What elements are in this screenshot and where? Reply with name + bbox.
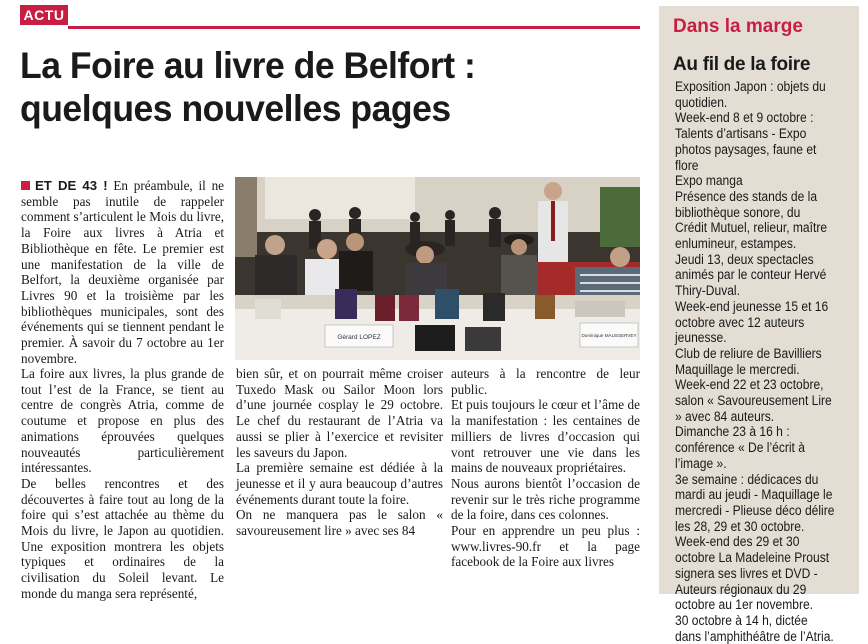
article-column-2 <box>236 366 443 539</box>
section-rule <box>68 26 640 29</box>
body-paragraph: La première semaine est dédiée à la jeunesse et il y aura beaucoup d’autres événements durant toute la foire. <box>236 460 443 507</box>
body-paragraph: auteurs à la rencontre de leur public. <box>451 366 640 397</box>
body-paragraph: Et puis toujours le cœur et l’âme de la manifestation : les centaines de milliers de livres d’occasion qui vont retrouver une vie dans les mains de nouveaux propriétaires. <box>451 397 640 476</box>
body-paragraph: La foire aux livres, la plus grande de tout l’est de la France, se tient au centre de congrès Atria, comme de coutume et propose en plus des animations éprouvées quelques nouveautés particulièrement intéressantes. <box>21 366 224 476</box>
sidebar-event-item: Expo manga <box>675 173 743 189</box>
sidebar-event-item: 30 octobre à 14 h, dictée dans l’amphithéâtre de l’Atria. <box>675 612 834 644</box>
article-lead: ET DE 43 ! <box>35 178 108 193</box>
photo-sign-mausservey: Dominique MAUSSERVEY <box>581 333 637 338</box>
sidebar-event-item: Présence des stands de la bibliothèque sonore, du Crédit Mutuel, relieur, maître enlumineur, estampes. <box>675 188 828 252</box>
article-photo <box>235 177 640 360</box>
body-paragraph: On ne manquera pas le salon « savoureusement lire » avec ses 84 <box>236 507 443 539</box>
sidebar-event-item: Exposition Japon : objets du quotidien. <box>675 79 826 110</box>
sidebar-event-item: Club de reliure de Bavilliers Maquillage le mercredi. <box>675 345 822 377</box>
sidebar-title: Au fil de la foire <box>673 54 811 75</box>
sidebar-event-item: Week-end jeunesse 15 et 16 octobre avec 12 auteurs jeunesse. <box>675 298 829 346</box>
sidebar-event-item: Week-end 8 et 9 octobre : Talents d’artisans - Expo photos paysages, faune et flore <box>675 110 817 173</box>
photo-sign-lopez: Gérard LOPEZ <box>337 334 381 341</box>
sidebar-event-item: Dimanche 23 à 16 h : conférence « De l’écrit à l’image ». <box>675 424 805 471</box>
article-column-1 <box>21 366 224 602</box>
sidebar-event-item: Week-end 22 et 23 octobre, salon « Savoureusement Lire » avec 84 auteurs. <box>675 377 832 424</box>
headline-line-2: quelques nouvelles pages <box>20 88 451 129</box>
intro-text: En préambule, il ne semble pas inutile de rappeler comment s’articulent le Mois du livre, la Foire aux livres à Atria et Bibliothèque en fête. Le premier est une manifestation de la ville de Belfort, la deuxième organisée par Livres 90 et la troisième par les bibliothèques municipales, sont des événements qui se tiennent pendant le premier. À savoir du 7 octobre au 1er novembre. <box>21 178 225 366</box>
sidebar-kicker: Dans la marge <box>673 16 803 37</box>
sidebar-box <box>659 6 859 644</box>
body-paragraph: Pour en apprendre un peu plus : www.livres-90.fr et la page facebook de la Foire aux livres <box>451 523 640 570</box>
sidebar-event-item: 3e semaine : dédicaces du mardi au jeudi - Maquillage le mercredi - Plieuse déco délire les 28, 29 et 30 octobre. <box>675 471 835 534</box>
section-rubric: ACTU <box>20 5 68 25</box>
article-intro <box>21 178 224 366</box>
article-headline <box>20 44 615 130</box>
article-column-3 <box>451 366 640 570</box>
body-paragraph: Nous aurons bientôt l’occasion de revenir sur le très riche programme de la foire, dans ces colonnes. <box>451 475 640 523</box>
bullet-square-icon <box>21 181 30 190</box>
body-paragraph: bien sûr, et on pourrait même croiser Tuxedo Mask ou Sailor Moon lors d’une journée cosplay le 29 octobre. Le chef du restaurant de l’Atria va aussi se plier à l’exercice et revisiter les saveurs du Japon. <box>236 366 443 460</box>
headline-line-1: La Foire au livre de Belfort : <box>20 45 476 86</box>
sidebar-event-item: Week-end des 29 et 30 octobre La Madeleine Proust signera ses livres et DVD - Auteurs régionaux du 29 octobre au 1er novembre. <box>675 534 830 613</box>
body-paragraph: De belles rencontres et des découvertes à faire tout au long de la foire qui s’est attachée au thème du Mois du livre, le Japon au quotidien. Une exposition montrera les objets typiques et ordinaires de la civilisation du Soleil levant. Le monde du manga sera représenté, <box>21 475 224 601</box>
intro-paragraph <box>21 178 224 366</box>
sidebar-event-list <box>675 79 835 644</box>
sidebar-event-item: Jeudi 13, deux spectacles animés par le conteur Hervé Thiry-Duval. <box>675 251 827 299</box>
